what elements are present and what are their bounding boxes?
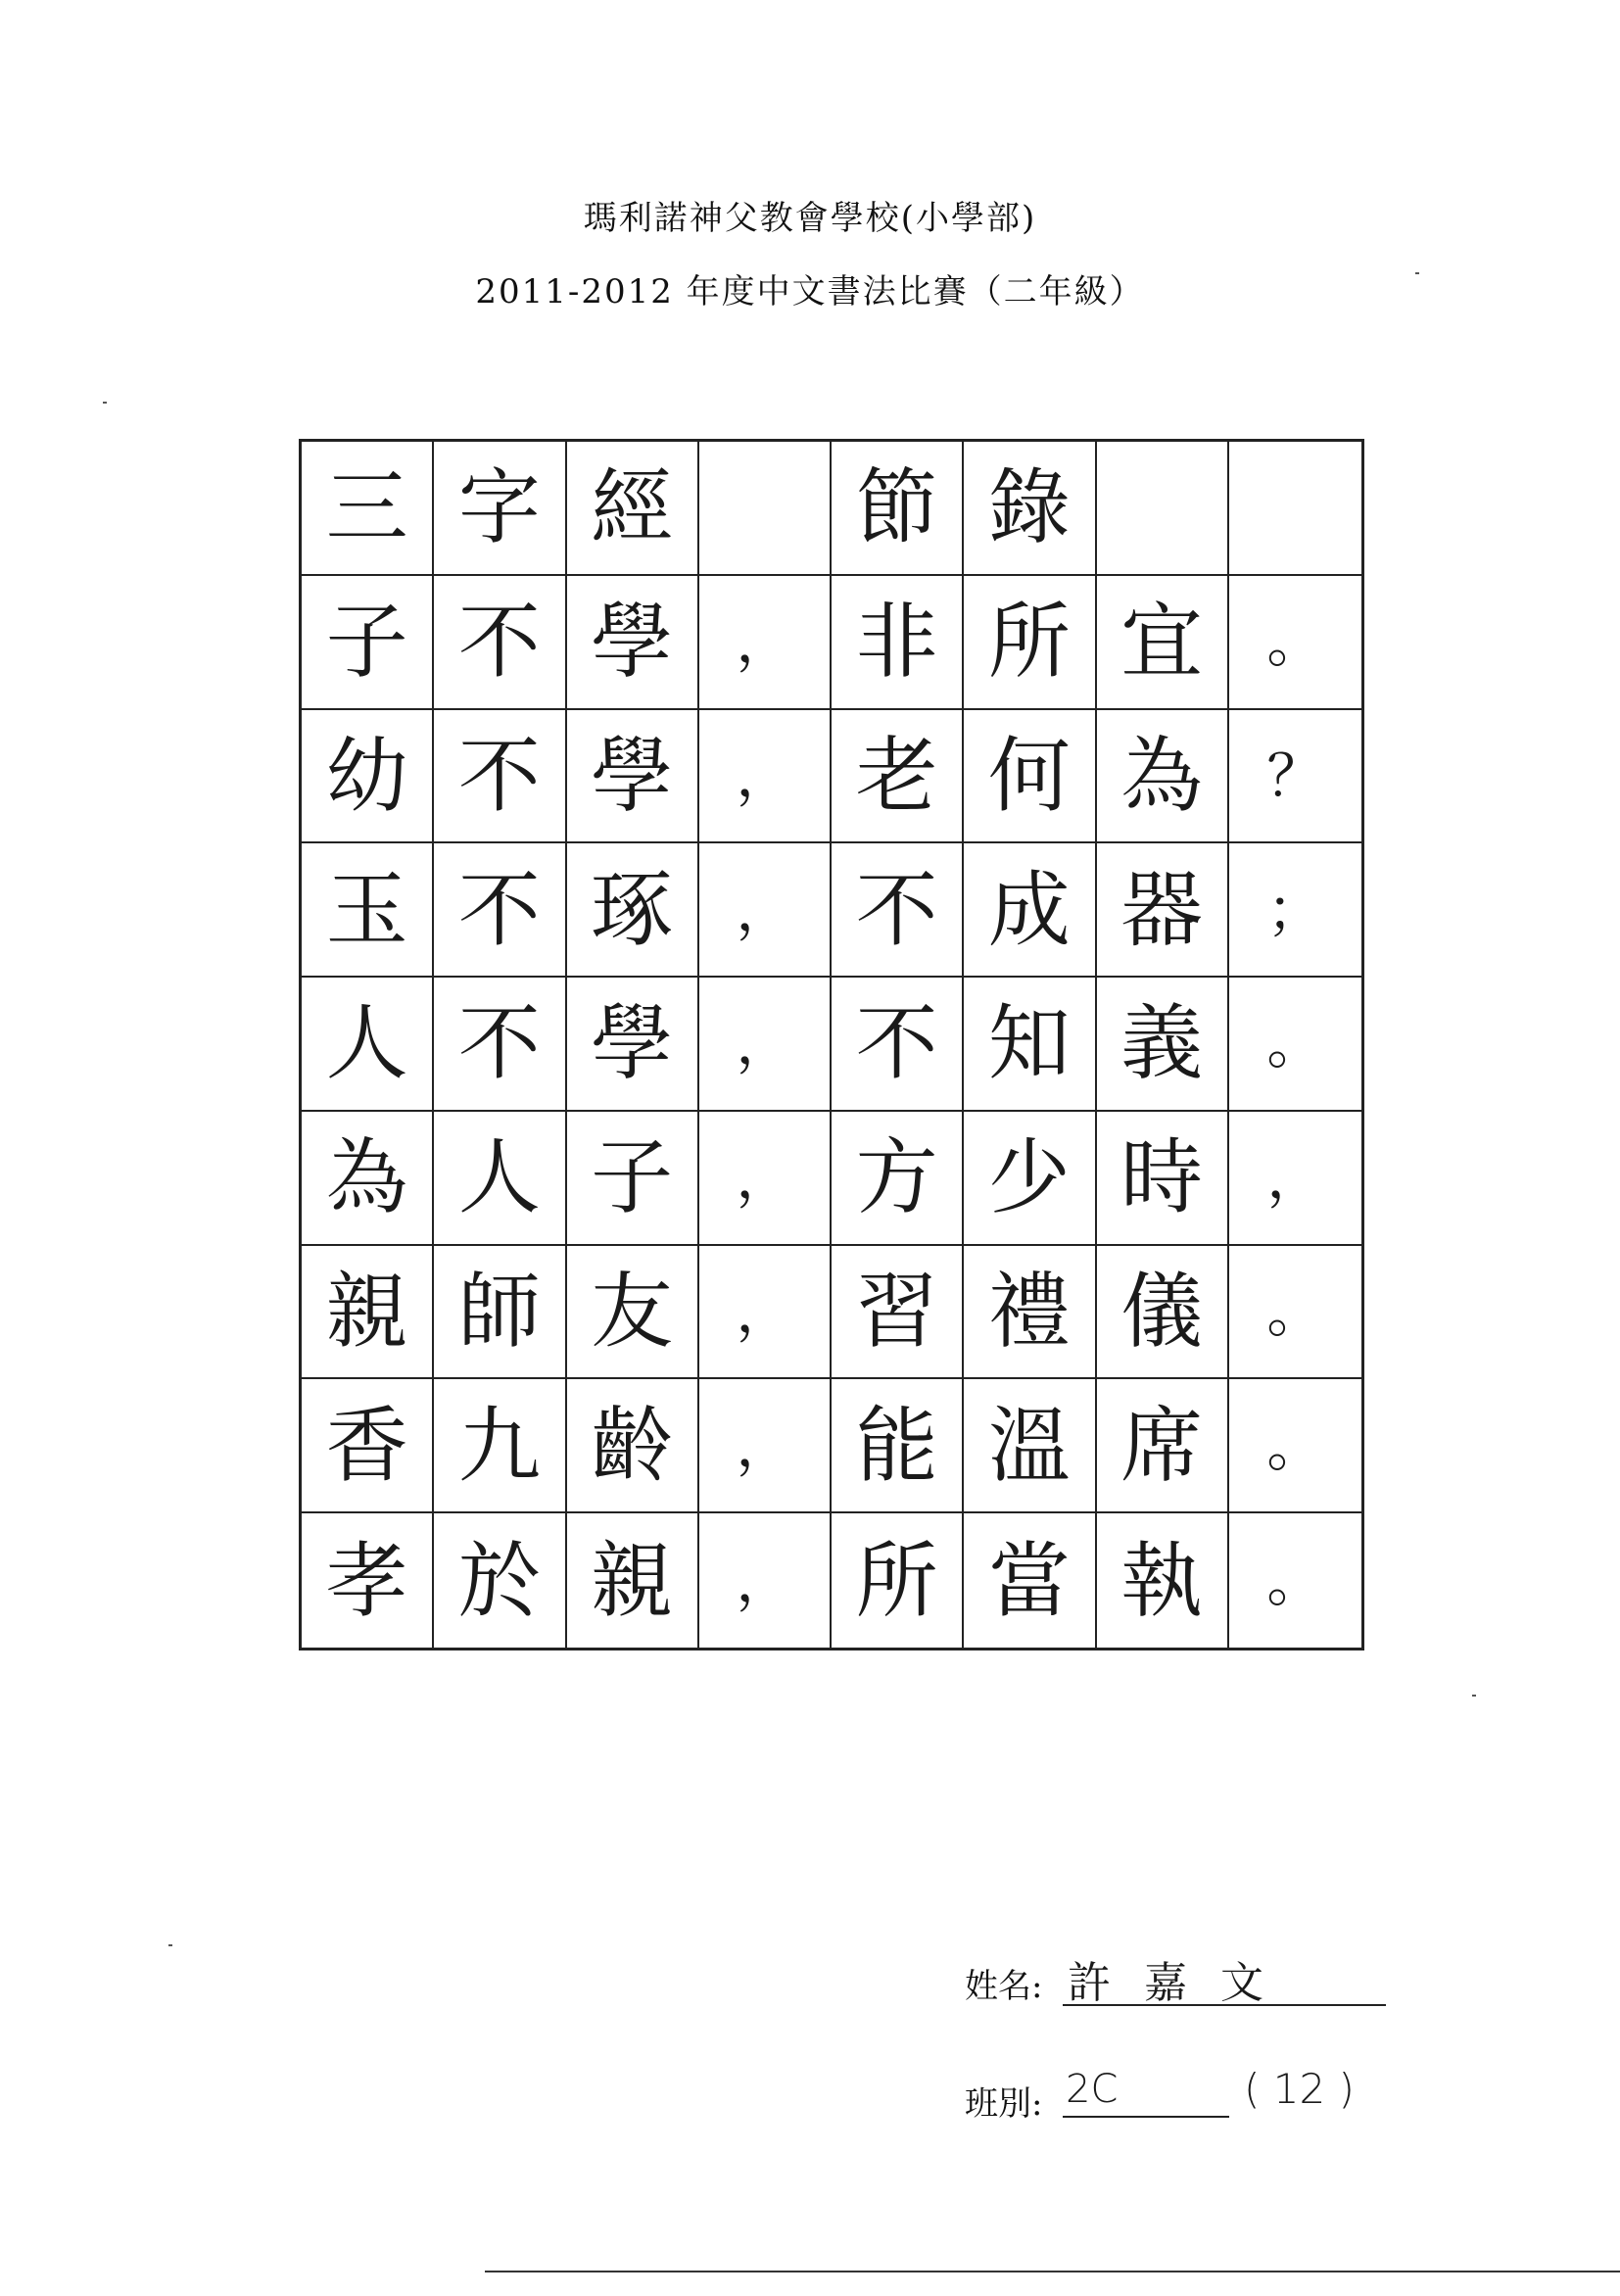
grid-cell: 學 [567, 576, 699, 710]
grid-cell: ， [699, 1513, 832, 1648]
grid-cell: 玉 [302, 843, 434, 978]
grid-cell: 學 [567, 710, 699, 844]
grid-cell: ？ [1229, 710, 1361, 844]
grid-cell: 義 [1097, 978, 1229, 1112]
grid-cell: 三 [302, 442, 434, 576]
grid-cell: 不 [832, 843, 964, 978]
grid-cell: 成 [964, 843, 1096, 978]
class-label: 班別: [965, 2084, 1043, 2124]
name-label: 姓名: [965, 1967, 1043, 2006]
bottom-rule [485, 2271, 1620, 2272]
grid-cell [699, 442, 832, 576]
grid-cell: 九 [434, 1379, 566, 1513]
grid-cell: 錄 [964, 442, 1096, 576]
name-value: 許 嘉 文 [1068, 1958, 1273, 2008]
grid-cell: 。 [1266, 1547, 1324, 1614]
grid-cell: 於 [434, 1513, 566, 1648]
grid-cell: 不 [434, 576, 566, 710]
grid-cell: 方 [832, 1112, 964, 1246]
grid-cell [1097, 442, 1229, 576]
grid-cell: 少 [964, 1112, 1096, 1246]
grid-cell: 老 [832, 710, 964, 844]
class-underline [1063, 2116, 1229, 2118]
grid-cell: 人 [434, 1112, 566, 1246]
grid-cell: 香 [302, 1379, 434, 1513]
grid-cell: 孝 [302, 1513, 434, 1648]
grid-cell: 執 [1097, 1513, 1229, 1648]
grid-cell: 師 [434, 1246, 566, 1380]
grid-cell: 所 [964, 576, 1096, 710]
grid-cell: ， [699, 576, 832, 710]
grid-cell: 。 [1229, 1246, 1361, 1380]
grid-cell: 幼 [302, 710, 434, 844]
grid-cell: 器 [1097, 843, 1229, 978]
grid-cell: 席 [1097, 1379, 1229, 1513]
grid-cell: 所 [832, 1513, 964, 1648]
name-underline [1063, 2004, 1386, 2006]
class-value: 2C [1066, 2067, 1119, 2112]
class-number: ( 12 ) [1244, 2065, 1355, 2113]
grid-cell: 能 [832, 1379, 964, 1513]
grid-cell: 不 [434, 843, 566, 978]
grid-cell: ， [1229, 1112, 1361, 1246]
grid-cell: 禮 [964, 1246, 1096, 1380]
grid-cell: 友 [567, 1246, 699, 1380]
scan-speck [1472, 1695, 1476, 1697]
scan-speck [1415, 272, 1419, 274]
calligraphy-grid [299, 439, 1364, 1650]
grid-cell: 齡 [567, 1379, 699, 1513]
grid-cell [1229, 442, 1361, 576]
grid-cell: ； [1229, 843, 1361, 978]
grid-cell: 為 [1097, 710, 1229, 844]
grid-cell: 不 [434, 710, 566, 844]
school-title: 瑪利諾神父教會學校(小學部) [583, 199, 1037, 238]
scan-speck [168, 1944, 172, 1946]
grid-cell: 學 [567, 978, 699, 1112]
grid-cell: 親 [567, 1513, 699, 1648]
grid-cell: ， [699, 710, 832, 844]
grid-cell: 知 [964, 978, 1096, 1112]
grid-cell: ， [699, 1112, 832, 1246]
grid-cell: 子 [302, 576, 434, 710]
grid-cell: ， [699, 1246, 832, 1380]
grid-cell: 時 [1097, 1112, 1229, 1246]
grid-cell: 儀 [1097, 1246, 1229, 1380]
contest-title: 2011-2012 年度中文書法比賽（二年級） [475, 272, 1145, 311]
grid-cell: 。 [1229, 978, 1361, 1112]
grid-cell: 非 [832, 576, 964, 710]
grid-cell: 。 [1229, 1379, 1361, 1513]
grid-cell: 親 [302, 1246, 434, 1380]
grid-cell: 琢 [567, 843, 699, 978]
scan-speck [103, 402, 107, 404]
grid-cell: 經 [567, 442, 699, 576]
grid-cell: 節 [832, 442, 964, 576]
grid-cell: 習 [832, 1246, 964, 1380]
grid-cell: ， [699, 978, 832, 1112]
grid-cell: 子 [567, 1112, 699, 1246]
grid-cell: 字 [434, 442, 566, 576]
grid-cell: ， [699, 843, 832, 978]
grid-cell: 當 [964, 1513, 1096, 1648]
grid-cell: 溫 [964, 1379, 1096, 1513]
grid-cell: ， [699, 1379, 832, 1513]
grid-cell: 宜 [1097, 576, 1229, 710]
grid-cell: 。 [1229, 576, 1361, 710]
grid-cell: 為 [302, 1112, 434, 1246]
grid-cell: 不 [434, 978, 566, 1112]
grid-cell: 人 [302, 978, 434, 1112]
grid-cell: 何 [964, 710, 1096, 844]
grid-cell: 不 [832, 978, 964, 1112]
